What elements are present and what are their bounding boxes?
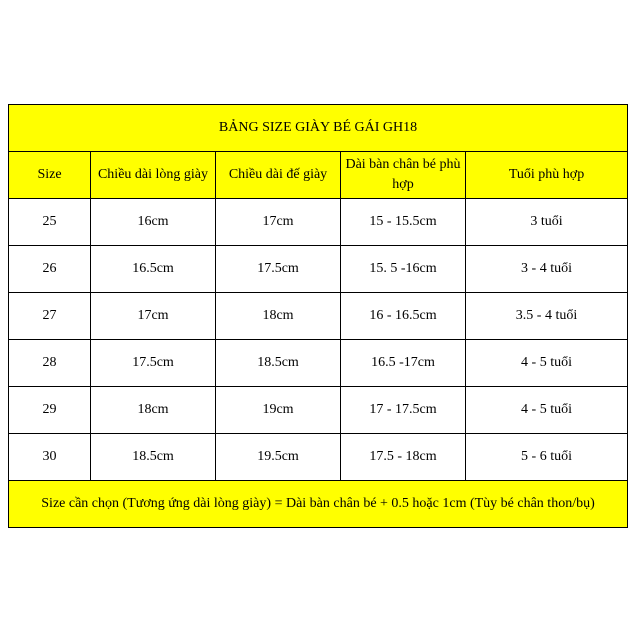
cell-size: 29 <box>9 387 91 434</box>
cell-sole-length: 19.5cm <box>216 434 341 481</box>
header-row <box>9 152 628 199</box>
cell-size: 27 <box>9 293 91 340</box>
table-title: BẢNG SIZE GIÀY BÉ GÁI GH18 <box>9 105 628 152</box>
cell-foot-length: 17 - 17.5cm <box>341 387 466 434</box>
header-insole-length: Chiều dài lòng giày <box>91 152 216 199</box>
title-row <box>9 105 628 152</box>
cell-age: 3 - 4 tuổi <box>466 246 628 293</box>
cell-sole-length: 19cm <box>216 387 341 434</box>
cell-age: 4 - 5 tuổi <box>466 340 628 387</box>
table-row <box>9 246 628 293</box>
cell-insole-length: 17.5cm <box>91 340 216 387</box>
cell-age: 3.5 - 4 tuổi <box>466 293 628 340</box>
cell-sole-length: 17cm <box>216 199 341 246</box>
footer-row <box>9 481 628 528</box>
cell-foot-length: 17.5 - 18cm <box>341 434 466 481</box>
cell-age: 5 - 6 tuổi <box>466 434 628 481</box>
cell-insole-length: 17cm <box>91 293 216 340</box>
cell-sole-length: 17.5cm <box>216 246 341 293</box>
cell-insole-length: 16.5cm <box>91 246 216 293</box>
cell-age: 4 - 5 tuổi <box>466 387 628 434</box>
header-sole-length: Chiều dài đế giày <box>216 152 341 199</box>
cell-foot-length: 15. 5 -16cm <box>341 246 466 293</box>
table-row <box>9 199 628 246</box>
cell-age: 3 tuổi <box>466 199 628 246</box>
table-row <box>9 293 628 340</box>
table-row <box>9 387 628 434</box>
cell-insole-length: 18cm <box>91 387 216 434</box>
cell-size: 28 <box>9 340 91 387</box>
cell-size: 26 <box>9 246 91 293</box>
cell-insole-length: 18.5cm <box>91 434 216 481</box>
size-chart-table <box>8 104 628 528</box>
header-age: Tuổi phù hợp <box>466 152 628 199</box>
cell-size: 30 <box>9 434 91 481</box>
cell-sole-length: 18cm <box>216 293 341 340</box>
cell-foot-length: 16 - 16.5cm <box>341 293 466 340</box>
cell-insole-length: 16cm <box>91 199 216 246</box>
table-row <box>9 340 628 387</box>
table-row <box>9 434 628 481</box>
cell-foot-length: 16.5 -17cm <box>341 340 466 387</box>
cell-sole-length: 18.5cm <box>216 340 341 387</box>
size-selection-note: Size cần chọn (Tương ứng dài lòng giày) = Dài bàn chân bé + 0.5 hoặc 1cm (Tùy bé chân thon/bụ) <box>9 481 628 528</box>
cell-foot-length: 15 - 15.5cm <box>341 199 466 246</box>
cell-size: 25 <box>9 199 91 246</box>
header-foot-length: Dài bàn chân bé phù hợp <box>341 152 466 199</box>
header-size: Size <box>9 152 91 199</box>
